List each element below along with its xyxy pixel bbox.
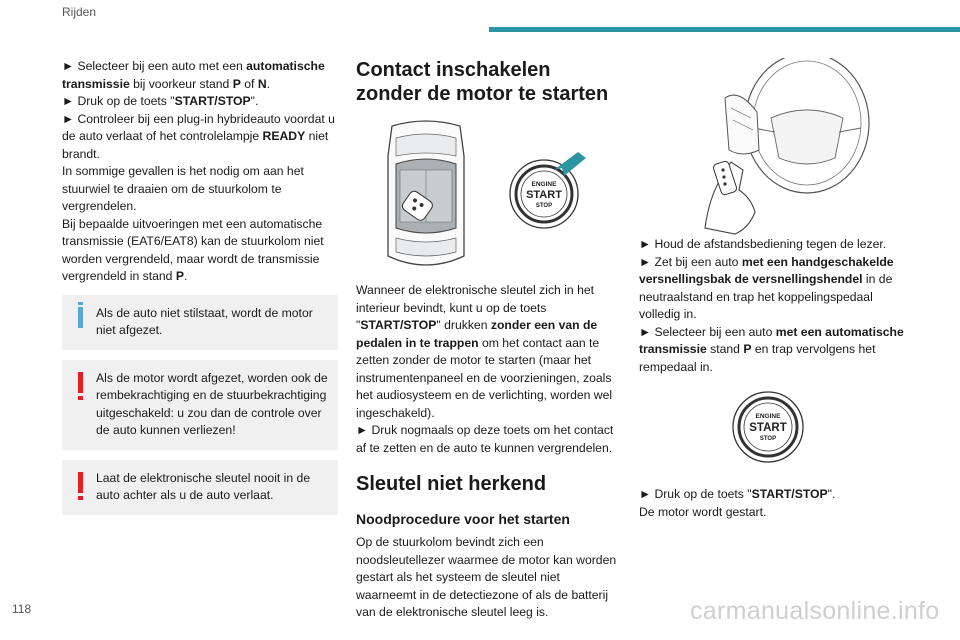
button-label-start: START <box>749 422 787 434</box>
warning-icon <box>78 372 83 393</box>
heading-contact-without-engine: Contact inschakelen zonder de motor te starten <box>356 59 609 105</box>
watermark-text: carmanualsonline.info <box>690 597 940 625</box>
paragraph-press-start-stop: ► Druk op de toets "START/STOP". <box>639 487 836 501</box>
paragraph-key-inside: Wanneer de elektronische sleutel zich in het interieur bevindt, kunt u op de toets "START/STOP" drukken zonder een van de pedalen in te trappen om het contact aan te zetten zonder de motor te starten (maar het instrumentenpaneel en de voorzieningen, zoals het audiosysteem en de verlichting, worden wel ingeschakeld). <box>356 283 613 420</box>
button-label-engine: ENGINE <box>755 413 781 420</box>
warning-icon <box>78 472 83 493</box>
button-label-engine: ENGINE <box>531 181 557 188</box>
button-label-start: START <box>526 189 562 201</box>
figure-steering-column-reader <box>639 58 909 236</box>
start-stop-button-icon <box>510 152 586 228</box>
heading-emergency-start: Noodprocedure voor het starten <box>356 511 570 527</box>
column-middle <box>356 58 618 622</box>
steering-wheel-key-illustration <box>639 58 909 236</box>
button-label-stop: STOP <box>759 436 777 442</box>
info-note-text: Als de auto niet stilstaat, wordt de motor niet afgezet. <box>96 305 313 337</box>
paragraph-eat-transmission: Bij bepaalde uitvoeringen met een automatische transmissie (EAT6/EAT8) kan de stuurkolom niet worden vergrendeld, maar wordt de transmissie vergrendeld in stand P. <box>62 216 324 283</box>
heading-key-not-recognized: Sleutel niet herkend <box>356 473 547 495</box>
column-right <box>639 58 909 521</box>
info-note <box>62 295 338 350</box>
paragraph-automatic-transmission: ► Selecteer bij een auto met een automatische transmissie bij voorkeur stand P of N. <box>62 59 325 91</box>
paragraph-engine-started: De motor wordt gestart. <box>639 504 767 519</box>
warning-note-key <box>62 460 338 515</box>
paragraph-press-start-stop: ► Druk op de toets "START/STOP". <box>62 94 259 108</box>
header-accent-bar <box>489 27 960 32</box>
section-title: Rijden <box>62 5 97 19</box>
start-stop-button-icon <box>639 388 909 466</box>
info-icon <box>78 307 83 328</box>
paragraph-steering-lock: In sommige gevallen is het nodig om aan het stuurwiel te draaien om de stuurkolom te vergrendelen. <box>62 164 304 213</box>
warning-note-text: Laat de elektronische sleutel nooit in de auto achter als u de auto verlaat. <box>96 470 311 502</box>
warning-note-text: Als de motor wordt afgezet, worden ook de rembekrachtiging en de stuurbekrachtiging uitgeschakeld: u zou dan de controle over de auto kunnen verliezen! <box>96 370 328 437</box>
paragraph-press-again: ► Druk nogmaals op deze toets om het contact af te zetten en de auto te kunnen vergrendelen. <box>356 423 614 455</box>
figure-start-button <box>639 388 909 466</box>
page-number: 118 <box>12 602 32 616</box>
car-key-illustration <box>356 116 618 276</box>
column-left <box>62 58 338 515</box>
paragraph-hold-remote: ► Houd de afstandsbediening tegen de lezer. <box>639 237 887 251</box>
paragraph-check-ready: ► Controleer bij een plug-in hybrideauto voordat u de auto verlaat of het controlelampje READY niet brandt. <box>62 111 335 161</box>
hand-holding-key-icon <box>705 160 755 234</box>
figure-car-key-button <box>356 116 618 276</box>
warning-note-brakes <box>62 360 338 450</box>
paragraph-emergency-reader: Op de stuurkolom bevindt zich een noodsleutellezer waarmee de motor kan worden gestart als het systeem de sleutel niet waarneemt in de detectiezone of als de batterij van de elektronische sleutel leeg is. <box>356 535 617 619</box>
paragraph-manual-gearbox: ► Zet bij een auto met een handgeschakelde versnellingsbak de versnellingshendel in de neutraalstand en trap het koppelingspedaal volledig in. <box>639 254 894 321</box>
paragraph-automatic-transmission: ► Selecteer bij een auto met een automatische transmissie stand P en trap vervolgens het rempedaal in. <box>639 324 904 374</box>
button-label-stop: STOP <box>535 203 553 209</box>
